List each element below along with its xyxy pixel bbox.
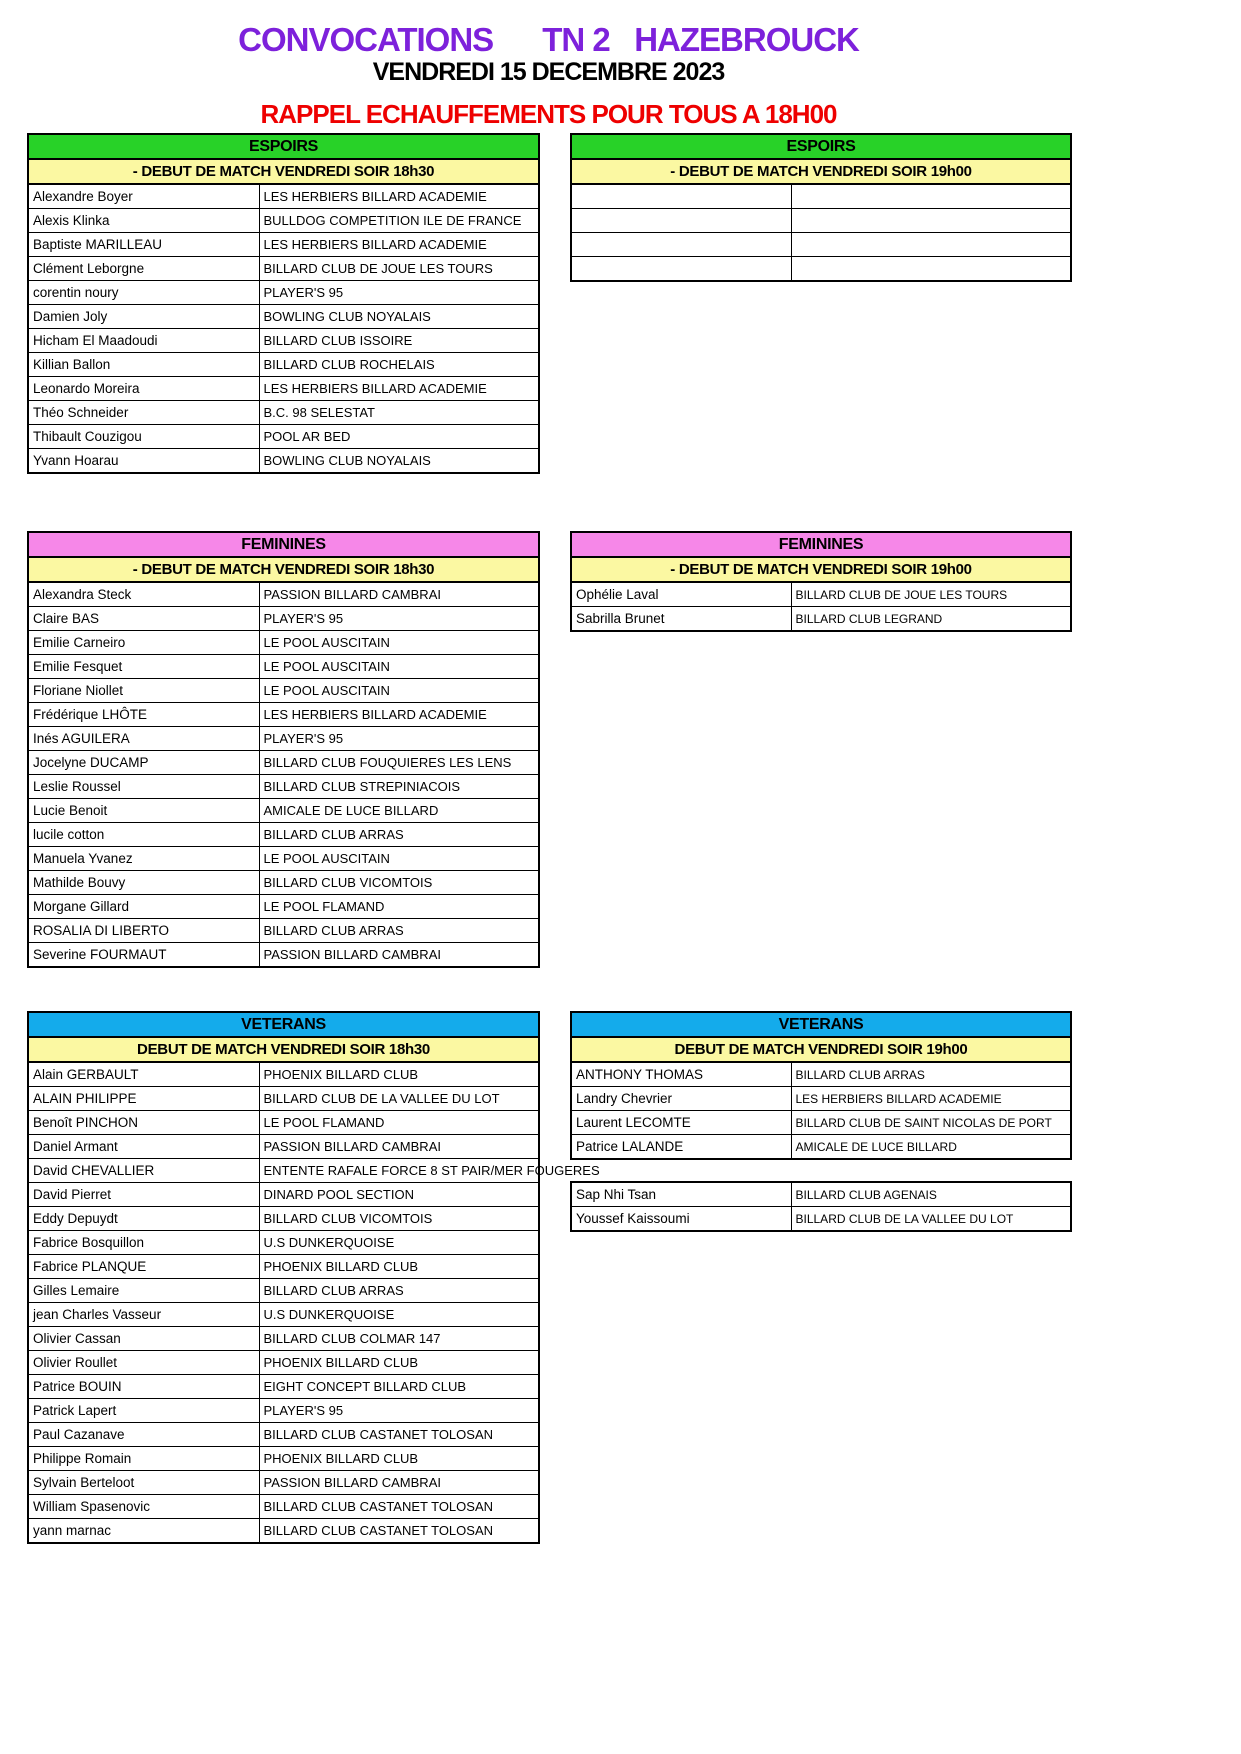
match-time-header-row	[28, 557, 539, 582]
player-row	[571, 1087, 1071, 1111]
veterans-1900-table	[570, 1011, 1072, 1160]
club-name-cell: LE POOL AUSCITAIN	[259, 655, 539, 679]
club-name-cell: BILLARD CLUB ROCHELAIS	[259, 353, 539, 377]
player-row	[28, 1062, 539, 1087]
player-name-cell: lucile cotton	[28, 823, 259, 847]
player-row	[571, 607, 1071, 632]
player-name-cell: Leslie Roussel	[28, 775, 259, 799]
category-header-row	[571, 1012, 1071, 1037]
player-row	[571, 1135, 1071, 1160]
player-row	[28, 1159, 539, 1183]
player-row	[571, 184, 1071, 209]
player-row	[28, 1207, 539, 1231]
player-name-cell: Fabrice PLANQUE	[28, 1255, 259, 1279]
player-row	[28, 679, 539, 703]
player-name-cell: Ophélie Laval	[571, 582, 791, 607]
player-row	[28, 281, 539, 305]
club-name-cell: PLAYER'S 95	[259, 1399, 539, 1423]
player-row	[28, 233, 539, 257]
player-name-cell: Youssef Kaissoumi	[571, 1207, 791, 1232]
club-name-cell: BILLARD CLUB ARRAS	[259, 919, 539, 943]
match-time-header: DEBUT DE MATCH VENDREDI SOIR 18h30	[28, 1037, 539, 1062]
club-name-cell: BILLARD CLUB DE JOUE LES TOURS	[259, 257, 539, 281]
player-name-cell: Olivier Roullet	[28, 1351, 259, 1375]
player-row	[28, 1375, 539, 1399]
category-header: FEMININES	[571, 532, 1071, 557]
player-row	[28, 703, 539, 727]
club-name-cell: PHOENIX BILLARD CLUB	[259, 1351, 539, 1375]
page-date: VENDREDI 15 DECEMBRE 2023	[372, 58, 725, 86]
player-row	[28, 847, 539, 871]
player-name-cell: Hicham El Maadoudi	[28, 329, 259, 353]
player-row	[28, 1495, 539, 1519]
player-name-cell: Claire BAS	[28, 607, 259, 631]
player-row	[28, 1111, 539, 1135]
category-header: ESPOIRS	[571, 134, 1071, 159]
club-name-cell: LE POOL AUSCITAIN	[259, 679, 539, 703]
page-title: CONVOCATIONS TN 2 HAZEBROUCK	[238, 21, 859, 58]
player-row	[28, 377, 539, 401]
player-name-cell: Laurent LECOMTE	[571, 1111, 791, 1135]
player-row	[28, 1183, 539, 1207]
club-name-cell: BILLARD CLUB COLMAR 147	[259, 1327, 539, 1351]
player-name-cell: Sylvain Berteloot	[28, 1471, 259, 1495]
player-row	[571, 1111, 1071, 1135]
player-row	[28, 425, 539, 449]
player-name-cell: Alain GERBAULT	[28, 1062, 259, 1087]
player-row	[28, 1279, 539, 1303]
player-row	[571, 257, 1071, 282]
club-name-cell: BILLARD CLUB ISSOIRE	[259, 329, 539, 353]
player-name-cell: Sap Nhi Tsan	[571, 1182, 791, 1207]
player-name-cell: Patrice LALANDE	[571, 1135, 791, 1160]
club-name-cell	[791, 184, 1071, 209]
club-name-cell: LE POOL AUSCITAIN	[259, 847, 539, 871]
club-name-cell: BILLARD CLUB DE LA VALLEE DU LOT	[259, 1087, 539, 1111]
player-name-cell: Leonardo Moreira	[28, 377, 259, 401]
club-name-cell: POOL AR BED	[259, 425, 539, 449]
espoirs-1830-table	[27, 133, 540, 474]
match-time-header: - DEBUT DE MATCH VENDREDI SOIR 18h30	[28, 159, 539, 184]
player-row	[28, 184, 539, 209]
player-name-cell: Manuela Yvanez	[28, 847, 259, 871]
match-time-header: - DEBUT DE MATCH VENDREDI SOIR 18h30	[28, 557, 539, 582]
club-name-cell: BOWLING CLUB NOYALAIS	[259, 305, 539, 329]
club-name-cell: LES HERBIERS BILLARD ACADEMIE	[259, 233, 539, 257]
club-name-cell: PASSION BILLARD CAMBRAI	[259, 1135, 539, 1159]
club-name-cell: LES HERBIERS BILLARD ACADEMIE	[791, 1087, 1071, 1111]
player-name-cell: Jocelyne DUCAMP	[28, 751, 259, 775]
player-row	[571, 582, 1071, 607]
player-name-cell: Emilie Fesquet	[28, 655, 259, 679]
player-row	[28, 607, 539, 631]
match-time-header-row	[571, 557, 1071, 582]
player-row	[28, 1519, 539, 1544]
match-time-header-row	[571, 1037, 1071, 1062]
player-name-cell: Fabrice Bosquillon	[28, 1231, 259, 1255]
club-name-cell: PASSION BILLARD CAMBRAI	[259, 943, 539, 968]
player-name-cell: jean Charles Vasseur	[28, 1303, 259, 1327]
player-name-cell: Théo Schneider	[28, 401, 259, 425]
player-name-cell	[571, 257, 791, 282]
player-name-cell: Daniel Armant	[28, 1135, 259, 1159]
club-name-cell: BILLARD CLUB STREPINIACOIS	[259, 775, 539, 799]
category-header-row	[28, 1012, 539, 1037]
club-name-cell: PHOENIX BILLARD CLUB	[259, 1255, 539, 1279]
category-header-row	[28, 532, 539, 557]
category-header-row	[571, 134, 1071, 159]
player-name-cell: Sabrilla Brunet	[571, 607, 791, 632]
match-time-header: - DEBUT DE MATCH VENDREDI SOIR 19h00	[571, 557, 1071, 582]
title-block	[27, 22, 1070, 128]
player-row	[28, 823, 539, 847]
match-time-header-row	[28, 1037, 539, 1062]
player-name-cell: David Pierret	[28, 1183, 259, 1207]
club-name-cell: BILLARD CLUB CASTANET TOLOSAN	[259, 1423, 539, 1447]
club-name-cell: AMICALE DE LUCE BILLARD	[791, 1135, 1071, 1160]
match-time-header: DEBUT DE MATCH VENDREDI SOIR 19h00	[571, 1037, 1071, 1062]
player-name-cell: ALAIN PHILIPPE	[28, 1087, 259, 1111]
club-name-cell: BILLARD CLUB ARRAS	[791, 1062, 1071, 1087]
player-row	[28, 305, 539, 329]
veterans-1830-table	[27, 1011, 600, 1544]
player-name-cell: William Spasenovic	[28, 1495, 259, 1519]
player-row	[28, 895, 539, 919]
espoirs-1900-table	[570, 133, 1072, 282]
club-name-cell: PASSION BILLARD CAMBRAI	[259, 582, 539, 607]
club-name-cell	[791, 233, 1071, 257]
category-header: VETERANS	[28, 1012, 539, 1037]
club-name-cell: PLAYER'S 95	[259, 727, 539, 751]
player-name-cell	[571, 233, 791, 257]
club-name-cell: BILLARD CLUB DE JOUE LES TOURS	[791, 582, 1071, 607]
player-row	[571, 1062, 1071, 1087]
player-name-cell: yann marnac	[28, 1519, 259, 1544]
player-name-cell: Olivier Cassan	[28, 1327, 259, 1351]
sheet-content	[27, 22, 1070, 1722]
club-name-cell: BILLARD CLUB AGENAIS	[791, 1182, 1071, 1207]
club-name-cell: AMICALE DE LUCE BILLARD	[259, 799, 539, 823]
player-row	[28, 871, 539, 895]
player-name-cell: Frédérique LHÔTE	[28, 703, 259, 727]
player-name-cell: Patrice BOUIN	[28, 1375, 259, 1399]
player-name-cell: Killian Ballon	[28, 353, 259, 377]
category-header: FEMININES	[28, 532, 539, 557]
club-name-cell: LES HERBIERS BILLARD ACADEMIE	[259, 377, 539, 401]
player-name-cell: David CHEVALLIER	[28, 1159, 259, 1183]
player-row	[28, 1351, 539, 1375]
player-row	[28, 919, 539, 943]
feminines-1900-table	[570, 531, 1072, 632]
player-name-cell: ROSALIA DI LIBERTO	[28, 919, 259, 943]
club-name-cell: BILLARD CLUB DE LA VALLEE DU LOT	[791, 1207, 1071, 1232]
match-time-header: - DEBUT DE MATCH VENDREDI SOIR 19h00	[571, 159, 1071, 184]
club-name-cell: BILLARD CLUB CASTANET TOLOSAN	[259, 1519, 539, 1544]
club-name-cell: LE POOL FLAMAND	[259, 895, 539, 919]
player-row	[28, 257, 539, 281]
player-name-cell: Clément Leborgne	[28, 257, 259, 281]
player-name-cell: Lucie Benoit	[28, 799, 259, 823]
player-row	[28, 1255, 539, 1279]
club-name-cell: DINARD POOL SECTION	[259, 1183, 539, 1207]
player-row	[28, 943, 539, 968]
club-name-cell: LE POOL FLAMAND	[259, 1111, 539, 1135]
player-name-cell: Baptiste MARILLEAU	[28, 233, 259, 257]
category-header-row	[571, 532, 1071, 557]
club-name-cell: BILLARD CLUB ARRAS	[259, 1279, 539, 1303]
club-name-cell: ENTENTE RAFALE FORCE 8 ST PAIR/MER FOUGERES	[259, 1159, 539, 1183]
club-name-cell: B.C. 98 SELESTAT	[259, 401, 539, 425]
player-row	[28, 353, 539, 377]
player-row	[28, 401, 539, 425]
club-name-cell: BILLARD CLUB VICOMTOIS	[259, 871, 539, 895]
veterans-1900-table-continued	[570, 1181, 1072, 1232]
warmup-reminder: RAPPEL ECHAUFFEMENTS POUR TOUS A 18H00	[260, 99, 837, 129]
player-name-cell: corentin noury	[28, 281, 259, 305]
club-name-cell: LES HERBIERS BILLARD ACADEMIE	[259, 184, 539, 209]
player-row	[28, 1423, 539, 1447]
player-name-cell: Eddy Depuydt	[28, 1207, 259, 1231]
player-name-cell: Emilie Carneiro	[28, 631, 259, 655]
player-row	[28, 655, 539, 679]
player-row	[28, 1471, 539, 1495]
player-name-cell: Yvann Hoarau	[28, 449, 259, 474]
player-row	[28, 751, 539, 775]
player-row	[28, 449, 539, 474]
player-name-cell: Alexis Klinka	[28, 209, 259, 233]
club-name-cell: PASSION BILLARD CAMBRAI	[259, 1471, 539, 1495]
player-name-cell: Mathilde Bouvy	[28, 871, 259, 895]
player-name-cell: Morgane Gillard	[28, 895, 259, 919]
player-row	[571, 209, 1071, 233]
player-row	[28, 582, 539, 607]
player-name-cell	[571, 209, 791, 233]
player-row	[571, 1182, 1071, 1207]
player-name-cell: Thibault Couzigou	[28, 425, 259, 449]
player-row	[28, 799, 539, 823]
player-name-cell: Severine FOURMAUT	[28, 943, 259, 968]
player-name-cell	[571, 184, 791, 209]
player-row	[28, 329, 539, 353]
player-name-cell: ANTHONY THOMAS	[571, 1062, 791, 1087]
player-name-cell: Philippe Romain	[28, 1447, 259, 1471]
club-name-cell: BILLARD CLUB LEGRAND	[791, 607, 1071, 632]
match-time-header-row	[28, 159, 539, 184]
player-name-cell: Inés AGUILERA	[28, 727, 259, 751]
player-name-cell: Damien Joly	[28, 305, 259, 329]
club-name-cell: BILLARD CLUB CASTANET TOLOSAN	[259, 1495, 539, 1519]
player-name-cell: Paul Cazanave	[28, 1423, 259, 1447]
club-name-cell: PHOENIX BILLARD CLUB	[259, 1062, 539, 1087]
club-name-cell: LE POOL AUSCITAIN	[259, 631, 539, 655]
player-row	[571, 233, 1071, 257]
player-row	[28, 1135, 539, 1159]
player-row	[28, 1231, 539, 1255]
player-row	[28, 631, 539, 655]
club-name-cell: PLAYER'S 95	[259, 607, 539, 631]
club-name-cell: BILLARD CLUB ARRAS	[259, 823, 539, 847]
club-name-cell: BULLDOG COMPETITION ILE DE FRANCE	[259, 209, 539, 233]
player-row	[28, 727, 539, 751]
club-name-cell: BILLARD CLUB FOUQUIERES LES LENS	[259, 751, 539, 775]
player-row	[28, 775, 539, 799]
match-time-header-row	[571, 159, 1071, 184]
player-name-cell: Floriane Niollet	[28, 679, 259, 703]
player-row	[28, 1087, 539, 1111]
club-name-cell: U.S DUNKERQUOISE	[259, 1303, 539, 1327]
category-header-row	[28, 134, 539, 159]
club-name-cell: PLAYER'S 95	[259, 281, 539, 305]
club-name-cell: BOWLING CLUB NOYALAIS	[259, 449, 539, 474]
club-name-cell: BILLARD CLUB DE SAINT NICOLAS DE PORT	[791, 1111, 1071, 1135]
category-header: ESPOIRS	[28, 134, 539, 159]
player-row	[28, 1399, 539, 1423]
club-name-cell: EIGHT CONCEPT BILLARD CLUB	[259, 1375, 539, 1399]
player-name-cell: Benoît PINCHON	[28, 1111, 259, 1135]
player-name-cell: Alexandre Boyer	[28, 184, 259, 209]
player-row	[28, 209, 539, 233]
category-header: VETERANS	[571, 1012, 1071, 1037]
club-name-cell: PHOENIX BILLARD CLUB	[259, 1447, 539, 1471]
player-row	[571, 1207, 1071, 1232]
player-row	[28, 1303, 539, 1327]
player-name-cell: Patrick Lapert	[28, 1399, 259, 1423]
club-name-cell	[791, 209, 1071, 233]
player-row	[28, 1327, 539, 1351]
player-name-cell: Alexandra Steck	[28, 582, 259, 607]
player-row	[28, 1447, 539, 1471]
player-name-cell: Gilles Lemaire	[28, 1279, 259, 1303]
club-name-cell: BILLARD CLUB VICOMTOIS	[259, 1207, 539, 1231]
club-name-cell: U.S DUNKERQUOISE	[259, 1231, 539, 1255]
club-name-cell: LES HERBIERS BILLARD ACADEMIE	[259, 703, 539, 727]
player-name-cell: Landry Chevrier	[571, 1087, 791, 1111]
feminines-1830-table	[27, 531, 540, 968]
club-name-cell	[791, 257, 1071, 282]
